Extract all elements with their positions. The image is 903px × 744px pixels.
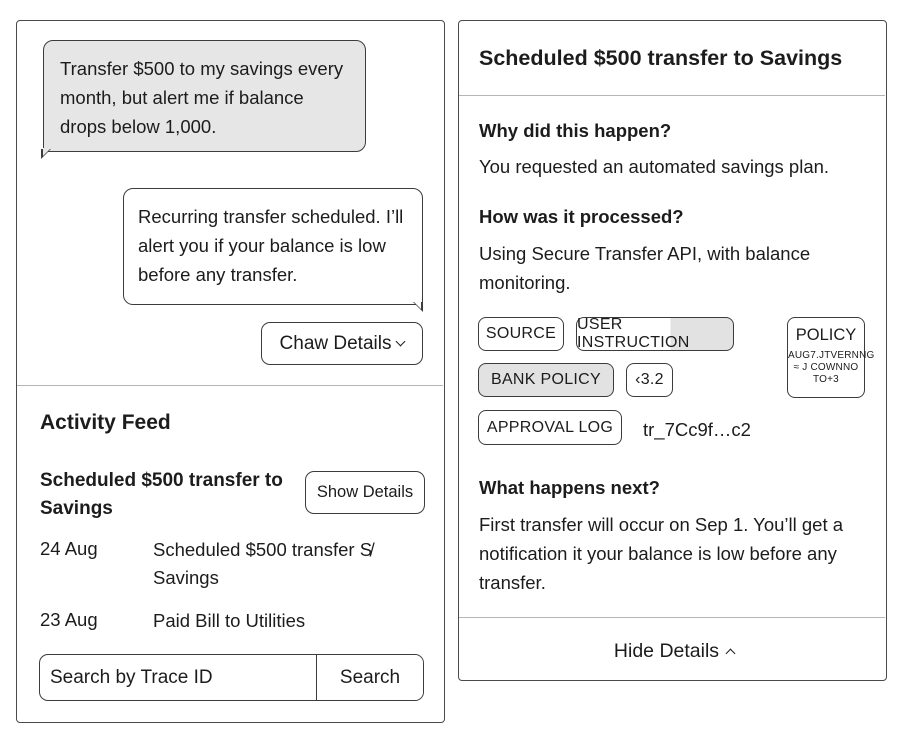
feed-item-title: Scheduled $500 transfer to Savings: [40, 470, 283, 519]
next-heading: What happens next?: [479, 477, 660, 498]
how-text: Using Secure Transfer API, with balance monitoring.: [479, 243, 811, 293]
details-footer-divider: [459, 617, 885, 618]
section-divider: [17, 385, 443, 386]
bank-policy-tag[interactable]: BANK POLICY: [478, 363, 614, 397]
search-button[interactable]: Search: [316, 655, 423, 700]
source-tag[interactable]: SOURCE: [478, 317, 564, 351]
details-header-divider: [459, 95, 885, 96]
activity-feed-title: Activity Feed: [40, 411, 171, 434]
assistant-message-text: Recurring transfer scheduled. I’ll alert you if your balance is low before any transfer.: [138, 206, 404, 285]
show-details-button[interactable]: Show Details: [305, 471, 425, 514]
chat-panel: [16, 20, 445, 723]
feed-row-description: Scheduled $500 transfer S̸ Savings: [153, 539, 373, 588]
user-bubble-tail-fill: [43, 148, 51, 156]
policy-label: POLICY: [795, 326, 857, 344]
assistant-message-bubble: [123, 188, 423, 305]
approval-log-tag[interactable]: APPROVAL LOG: [478, 410, 622, 445]
details-panel: [458, 20, 887, 681]
chevron-up-icon: [726, 648, 736, 658]
chevron-down-icon: [396, 337, 406, 347]
trace-id-search-input[interactable]: [40, 655, 316, 700]
details-title: Scheduled $500 transfer to Savings: [479, 46, 843, 70]
how-heading: How was it processed?: [479, 206, 684, 227]
policy-card[interactable]: [787, 317, 875, 398]
chaw-details-label: Chaw Details: [279, 332, 392, 354]
feed-row-description: Paid Bill to Utilities: [153, 610, 306, 631]
feed-row-date: 24 Aug: [40, 538, 98, 559]
trace-id: tr_7Cc9f…c2: [643, 419, 751, 440]
feed-row-date: 23 Aug: [40, 609, 98, 630]
why-text: You requested an automated savings plan.: [479, 156, 830, 177]
hide-details-button[interactable]: [589, 636, 759, 666]
policy-version-tag[interactable]: ‹3.2: [626, 363, 673, 397]
next-text: First transfer will occur on Sep 1. You’ll get a notification it your balance is low before any transfer.: [479, 514, 844, 593]
chaw-details-button[interactable]: [261, 322, 423, 365]
user-message-bubble: [43, 40, 366, 152]
why-heading: Why did this happen?: [479, 120, 672, 141]
assistant-bubble-tail-fill: [413, 301, 421, 309]
user-instruction-tag[interactable]: USER INSTRUCTION: [576, 317, 734, 351]
user-message-text: Transfer $500 to my savings every month, but alert me if balance drops below 1,000.: [60, 58, 344, 137]
hide-details-label: Hide Details: [613, 639, 720, 662]
trace-search-bar: [39, 654, 424, 701]
policy-fine-print: AUG7.JTVERNNG ≈ J COWNNO TO+3: [788, 350, 875, 385]
